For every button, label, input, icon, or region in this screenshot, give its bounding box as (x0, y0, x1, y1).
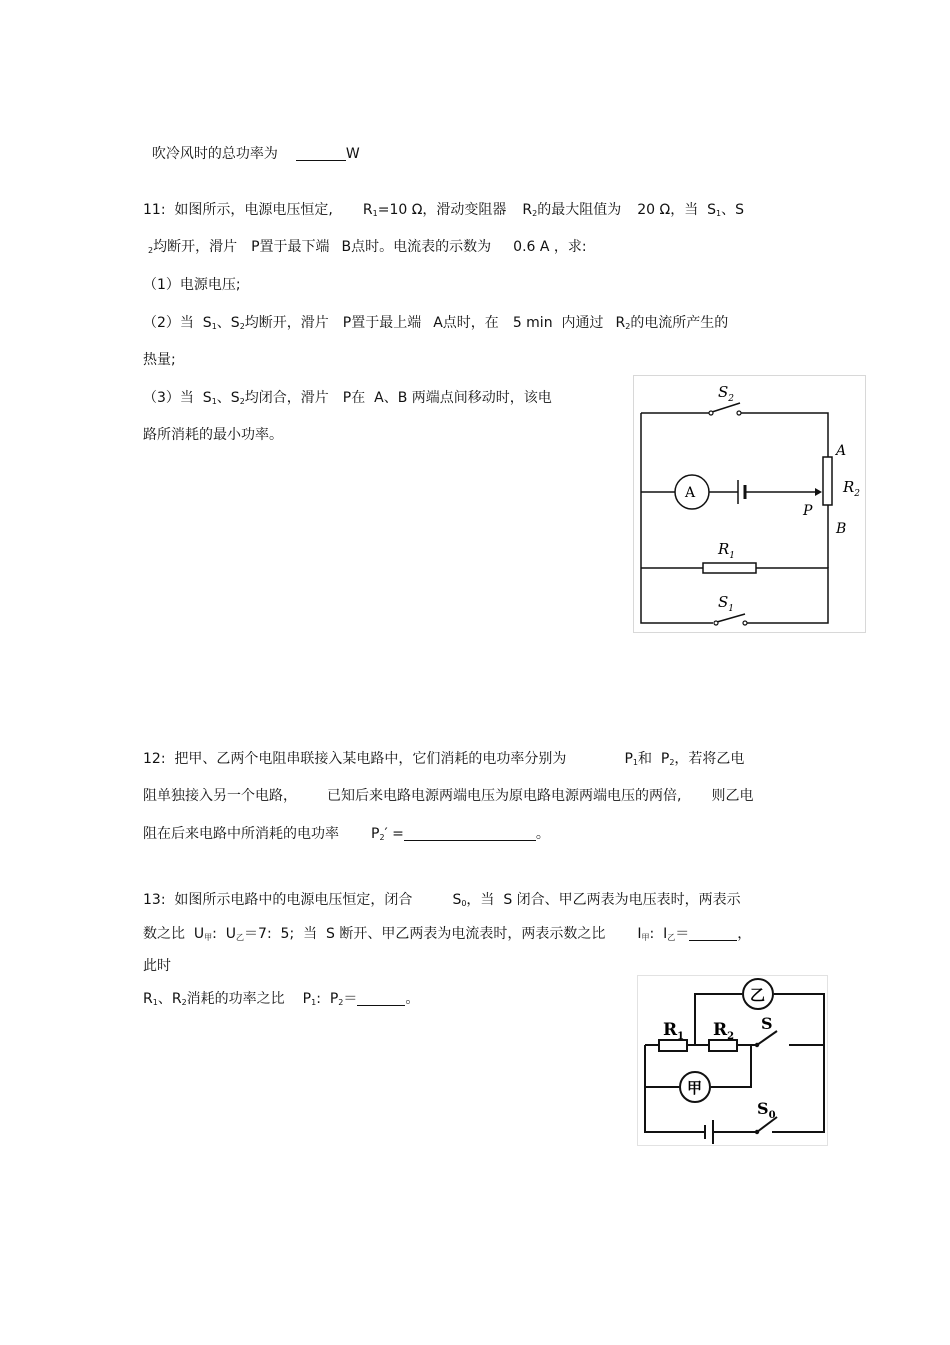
wire (772, 994, 824, 1132)
switch-s1-blade (717, 614, 745, 622)
q11-sub: 2 (625, 322, 631, 331)
q11-text: 、S (216, 315, 240, 331)
q13-text: R (143, 991, 153, 1007)
q11-text: 20 Ω，当 S (637, 202, 716, 218)
q11-text: 、S (721, 202, 744, 218)
q10-answer-blank[interactable] (296, 145, 346, 161)
q11-text: （2）当 S (143, 315, 212, 331)
label-r2: $R_2$ (713, 1020, 735, 1042)
q12-sub: 2 (379, 833, 385, 842)
wire (745, 568, 828, 623)
q11-text: 0.6 A ，求: (513, 239, 587, 255)
rheostat-r2 (823, 457, 832, 505)
q10-unit: W (345, 146, 360, 162)
q10-line (143, 124, 360, 164)
q13-text: 13: 如图所示电路中的电源电压恒定，闭合 (143, 892, 413, 908)
q13-circuit-diagram (637, 975, 829, 1147)
q11-text: 的电流所产生的 (630, 315, 729, 331)
q13-answer-blank-2[interactable] (357, 990, 405, 1006)
q11-text: 均断开，滑片 (244, 315, 329, 331)
q11-line-1 (143, 200, 744, 224)
q11-text: 均闭合，滑片 (244, 390, 329, 406)
q13-text: 数之比 U (143, 926, 205, 942)
q13-text: : P (316, 991, 339, 1007)
q12-line-3 (143, 824, 550, 848)
q13-text: S (452, 892, 462, 908)
label-r1: $R_1$ (663, 1020, 685, 1042)
label-p: P (803, 503, 813, 519)
q11-sub: 2 (532, 209, 538, 218)
resistor-r1 (703, 563, 756, 573)
q11-part-3 (143, 388, 552, 412)
q13-line-1 (143, 890, 741, 914)
q13-text: ＝7: 5; 当 S 断开、甲乙两表为电流表时，两表示数之比 (244, 926, 606, 942)
q13-sub: 2 (181, 998, 187, 1007)
q13-text: I (637, 926, 642, 942)
switch-s2-blade (712, 403, 740, 412)
q13-text: ， (737, 926, 752, 942)
q12-line-1 (143, 749, 744, 773)
q11-part-2 (143, 313, 728, 337)
q12-text: ′ = (384, 826, 404, 842)
q13-sub: 2 (338, 998, 344, 1007)
q12-answer-blank[interactable] (404, 825, 536, 841)
q13-text: 。 (405, 991, 420, 1007)
label-yi: 乙 (750, 986, 766, 1004)
ammeter-label: A (685, 485, 696, 501)
q11-text: 的最大阻值为 (537, 202, 622, 218)
q11-sub: 1 (716, 209, 722, 218)
figure-frame (638, 976, 828, 1146)
q11-text: B点时。电流表的示数为 (341, 239, 492, 255)
q12-text: 阻单独接入另一个电路， (143, 788, 297, 804)
switch-contact (755, 1130, 759, 1134)
wire (739, 413, 828, 457)
q13-sub: 1 (311, 998, 317, 1007)
q12-sub: 2 (669, 758, 675, 767)
label-s1: $S_1$ (718, 593, 735, 614)
q13-sub: 甲 (641, 933, 650, 942)
q13-text: P (302, 991, 312, 1007)
label-s: S (761, 1014, 773, 1033)
switch-contact (743, 621, 747, 625)
q13-line-4 (143, 989, 419, 1013)
q13-sub: 乙 (236, 933, 245, 942)
q11-text: （3）当 S (143, 390, 212, 406)
q11-text: R (615, 315, 626, 331)
switch-contact (714, 621, 718, 625)
q11-text: =10 Ω，滑动变阻器 (377, 202, 507, 218)
q11-text: A点时，在 (433, 315, 499, 331)
q11-sub: 1 (211, 322, 217, 331)
label-jia: 甲 (687, 1079, 703, 1097)
switch-s-blade (757, 1031, 777, 1045)
q12-text: 。 (535, 826, 550, 842)
q12-sub: 1 (632, 758, 638, 767)
q12-text: 已知后来电路电源两端电压为原电路电源两端电压的两倍, (327, 788, 682, 804)
q12-text: P (624, 751, 633, 767)
q12-text: 则乙电 (711, 788, 754, 804)
q11-text: P置于最下端 (251, 239, 330, 255)
label-a: A (836, 443, 847, 459)
q12-text: 和 P (637, 751, 670, 767)
slider-arrow (815, 488, 822, 496)
q13-line-2 (143, 924, 751, 948)
q11-text: 、S (216, 390, 240, 406)
q11-circuit-diagram (633, 375, 867, 635)
label-r1: $R_1$ (718, 540, 736, 561)
q11-line-2 (148, 237, 587, 261)
q11-text: 11: 如图所示，电源电压恒定, (143, 202, 333, 218)
q13-sub: 乙 (667, 933, 676, 942)
q13-sub: 0 (461, 899, 467, 908)
q11-text: P置于最上端 (342, 315, 422, 331)
q13-sub: 甲 (204, 933, 213, 942)
q11-text: 5 min 内通过 (512, 315, 604, 331)
q13-text: : I (649, 926, 668, 942)
wire (641, 413, 713, 623)
label-s0: $S_0$ (757, 1099, 776, 1121)
q12-text: 阻在后来电路中所消耗的电功率 (143, 826, 339, 842)
q12-text: 12: 把甲、乙两个电阻串联接入某电路中，它们消耗的电功率分别为 (143, 751, 567, 767)
q12-text: P (371, 826, 380, 842)
q11-sub: 2 (239, 397, 245, 406)
q10-text: 吹冷风时的总功率为 (151, 146, 278, 162)
q11-text: 均断开，滑片 (153, 239, 238, 255)
q13-sub: 1 (152, 998, 158, 1007)
switch-contact (737, 411, 741, 415)
q11-text: R (522, 202, 533, 218)
q13-text: 、R (157, 991, 182, 1007)
q11-part-1: （1）电源电压; (143, 277, 241, 293)
q13-text: ＝ (343, 991, 358, 1007)
q11-text: R (362, 202, 373, 218)
q12-text: ，若将乙电 (674, 751, 745, 767)
q13-text: 消耗的功率之比 (186, 991, 285, 1007)
q11-sub: 1 (372, 209, 378, 218)
q11-sub: 1 (211, 397, 217, 406)
q13-line-3: 此时 (143, 958, 171, 974)
q11-part-3-cont: 路所消耗的最小功率。 (143, 427, 283, 443)
q11-sub: 2 (239, 322, 245, 331)
q11-text: P在 A、B 两端点间移动时，该电 (342, 390, 552, 406)
label-r2: $R_2$ (843, 478, 861, 499)
switch-contact (755, 1043, 759, 1047)
q13-text: : U (212, 926, 237, 942)
q11-part-2-cont: 热量; (143, 352, 176, 368)
q13-answer-blank-1[interactable] (689, 925, 737, 941)
q12-line-2 (143, 786, 753, 806)
label-b: B (836, 521, 847, 537)
q13-text: ＝ (675, 926, 690, 942)
q11-sub: 2 (148, 246, 154, 255)
switch-contact (709, 411, 713, 415)
q13-text: ，当 S 闭合、甲乙两表为电压表时，两表示 (466, 892, 741, 908)
label-s2: $S_2$ (718, 383, 735, 404)
